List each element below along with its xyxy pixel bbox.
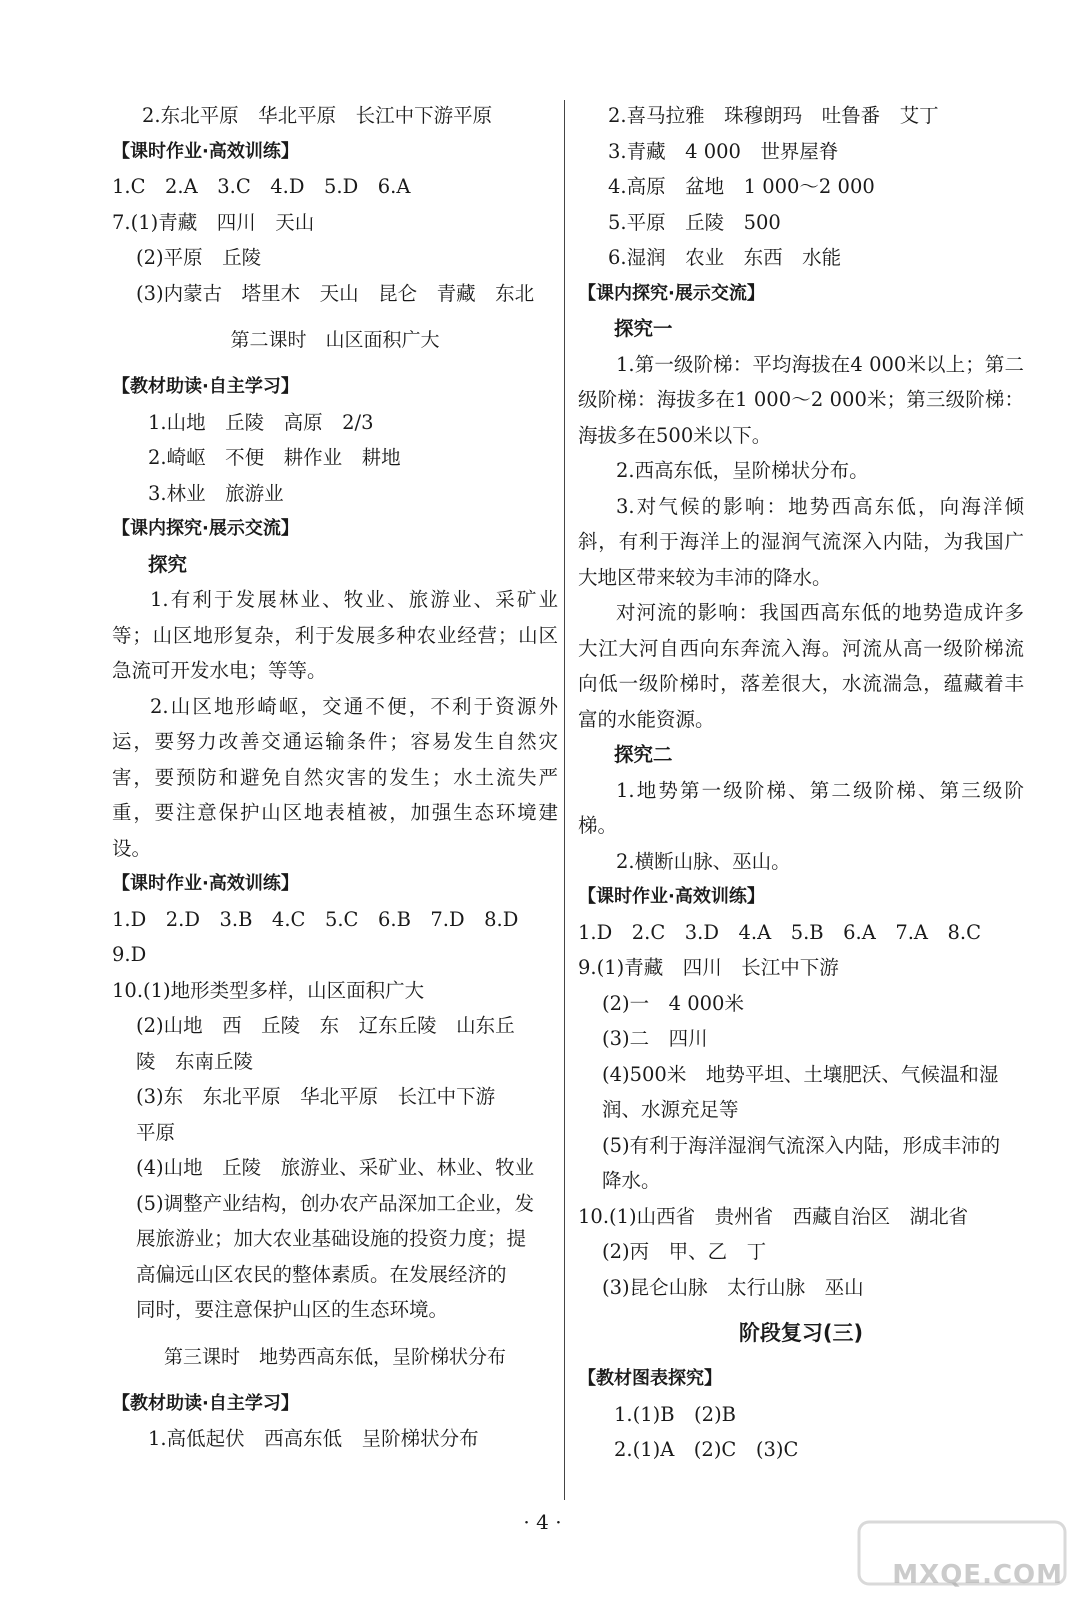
column-divider [564,100,565,1500]
answer-line: (5)调整产业结构，创办农产品深加工企业，发 [136,1191,535,1215]
answer-line: (3)内蒙古 塔里木 天山 昆仑 青藏 东北 [136,281,535,305]
answer-paragraph: 1.第一级阶梯：平均海拔在4 000米以上；第二级阶梯：海拔多在1 000～2 000米；第三级阶梯：海拔多在500米以下。 [578,352,1024,447]
answer-paragraph: 2.横断山脉、巫山。 [616,849,791,873]
answer-line: 4.高原 盆地 1 000～2 000 [608,175,875,198]
answer-line: 10.(1)地形类型多样，山区面积广大 [112,978,425,1002]
section-heading: 【课时作业·高效训练】 [578,886,765,907]
answer-line: 展旅游业；加大农业基础设施的投资力度；提 [136,1227,527,1250]
inquiry-heading: 探究二 [614,743,673,766]
answer-line: 2.(1)A (2)C (3)C [614,1438,799,1461]
answer-line: (2)山地 西 丘陵 东 辽东丘陵 山东丘 [136,1014,515,1037]
answer-line: (4)500米 地势平坦、土壤肥沃、气候温和湿 [602,1062,999,1086]
section-heading: 【教材图表探究】 [578,1368,722,1389]
answer-line: 7.(1)青藏 四川 天山 [112,210,315,234]
answer-line: 9.D [112,943,147,966]
answer-line: 2.崎岖 不便 耕作业 耕地 [148,446,401,469]
answer-paragraph: 3.对气候的影响：地势西高东低，向海洋倾斜，有利于海洋上的湿润气流深入内陆，为我国广大地区带来较为丰沛的降水。 [578,494,1024,589]
answer-line: 3.青藏 4 000 世界屋脊 [608,139,839,163]
answer-line: (3)二 四川 [602,1027,708,1050]
answer-line: 3.林业 旅游业 [148,481,284,505]
answer-line: 1.C 2.A 3.C 4.D 5.D 6.A [112,175,411,198]
answer-line: 1.高低起伏 西高东低 呈阶梯状分布 [148,1427,479,1450]
answer-paragraph: 对河流的影响：我国西高东低的地势造成许多大江大河自西向东奔流入海。河流从高一级阶梯流向低一级阶梯时，落差很大，水流湍急，蕴藏着丰富的水能资源。 [578,601,1024,731]
answer-line: 降水。 [602,1169,661,1192]
answer-line: (3)昆仑山脉 太行山脉 巫山 [602,1275,864,1299]
section-heading: 【课内探究·展示交流】 [112,518,299,539]
answer-line: (2)丙 甲、乙 丁 [602,1240,767,1263]
answer-paragraph: 2.山区地形崎岖，交通不便，不利于资源外运，要努力改善交通运输条件；容易发生自然灾害，要预防和避免自然灾害的发生；水土流失严重，要注意保护山区地表植被，加强生态环境建设。 [112,694,558,860]
answer-line: 同时，要注意保护山区的生态环境。 [136,1298,449,1321]
answer-line: 6.湿润 农业 东西 水能 [608,246,842,269]
answer-line: 1.山地 丘陵 高原 2/3 [148,410,374,434]
section-heading: 【课时作业·高效训练】 [112,140,299,162]
answer-line: 陵 东南丘陵 [136,1049,254,1073]
answer-paragraph: 2.西高东低，呈阶梯状分布。 [616,459,869,482]
answer-line: (2)平原 丘陵 [136,246,262,269]
inquiry-heading: 探究一 [614,317,673,340]
answer-line: 5.平原 丘陵 500 [608,210,781,234]
section-heading: 【课内探究·展示交流】 [578,282,765,304]
answer-line: (2)一 4 000米 [602,991,744,1015]
right-column [578,98,1024,1468]
answer-paragraph: 1.地势第一级阶梯、第二级阶梯、第三级阶梯。 [578,778,1024,837]
lesson-title: 第三课时 地势西高东低，呈阶梯状分布 [163,1345,506,1368]
answer-line: 高偏远山区农民的整体素质。在发展经济的 [136,1262,507,1286]
answer-line: (5)有利于海洋湿润气流深入内陆，形成丰沛的 [602,1133,1001,1157]
answer-line: (4)山地 丘陵 旅游业、采矿业、林业、牧业 [136,1156,535,1179]
answer-line: 1.(1)B (2)B [614,1402,737,1426]
inquiry-heading: 探究 [148,552,188,576]
page-number: · 4 · [523,1510,562,1534]
answer-line: 9.(1)青藏 四川 长江中下游 [578,956,839,979]
section-heading: 【课时作业·高效训练】 [112,873,299,894]
answer-line: 润、水源充足等 [602,1098,739,1121]
answer-paragraph: 1.有利于发展林业、牧业、旅游业、采矿业等；山区地形复杂，利于发展多种农业经营；山区急流可开发水电；等等。 [112,588,558,682]
section-heading: 【教材助读·自主学习】 [112,376,299,397]
answer-line: 10.(1)山西省 贵州省 西藏自治区 湖北省 [578,1204,969,1228]
review-title: 阶段复习(三) [738,1321,864,1345]
answer-line: (3)东 东北平原 华北平原 长江中下游 [136,1085,496,1108]
answer-line: 平原 [136,1120,176,1144]
lesson-title: 第二课时 山区面积广大 [230,329,440,351]
watermark-text: MXQE.COM [892,1560,1063,1590]
section-heading: 【教材助读·自主学习】 [112,1392,299,1414]
answer-line: 2.喜马拉雅 珠穆朗玛 吐鲁番 艾丁 [608,104,939,127]
left-column [112,98,558,1457]
answer-line: 1.D 2.C 3.D 4.A 5.B 6.A 7.A 8.C [578,920,982,944]
answer-line: 1.D 2.D 3.B 4.C 5.C 6.B 7.D 8.D [112,907,519,931]
answer-line: 2.东北平原 华北平原 长江中下游平原 [142,104,493,127]
